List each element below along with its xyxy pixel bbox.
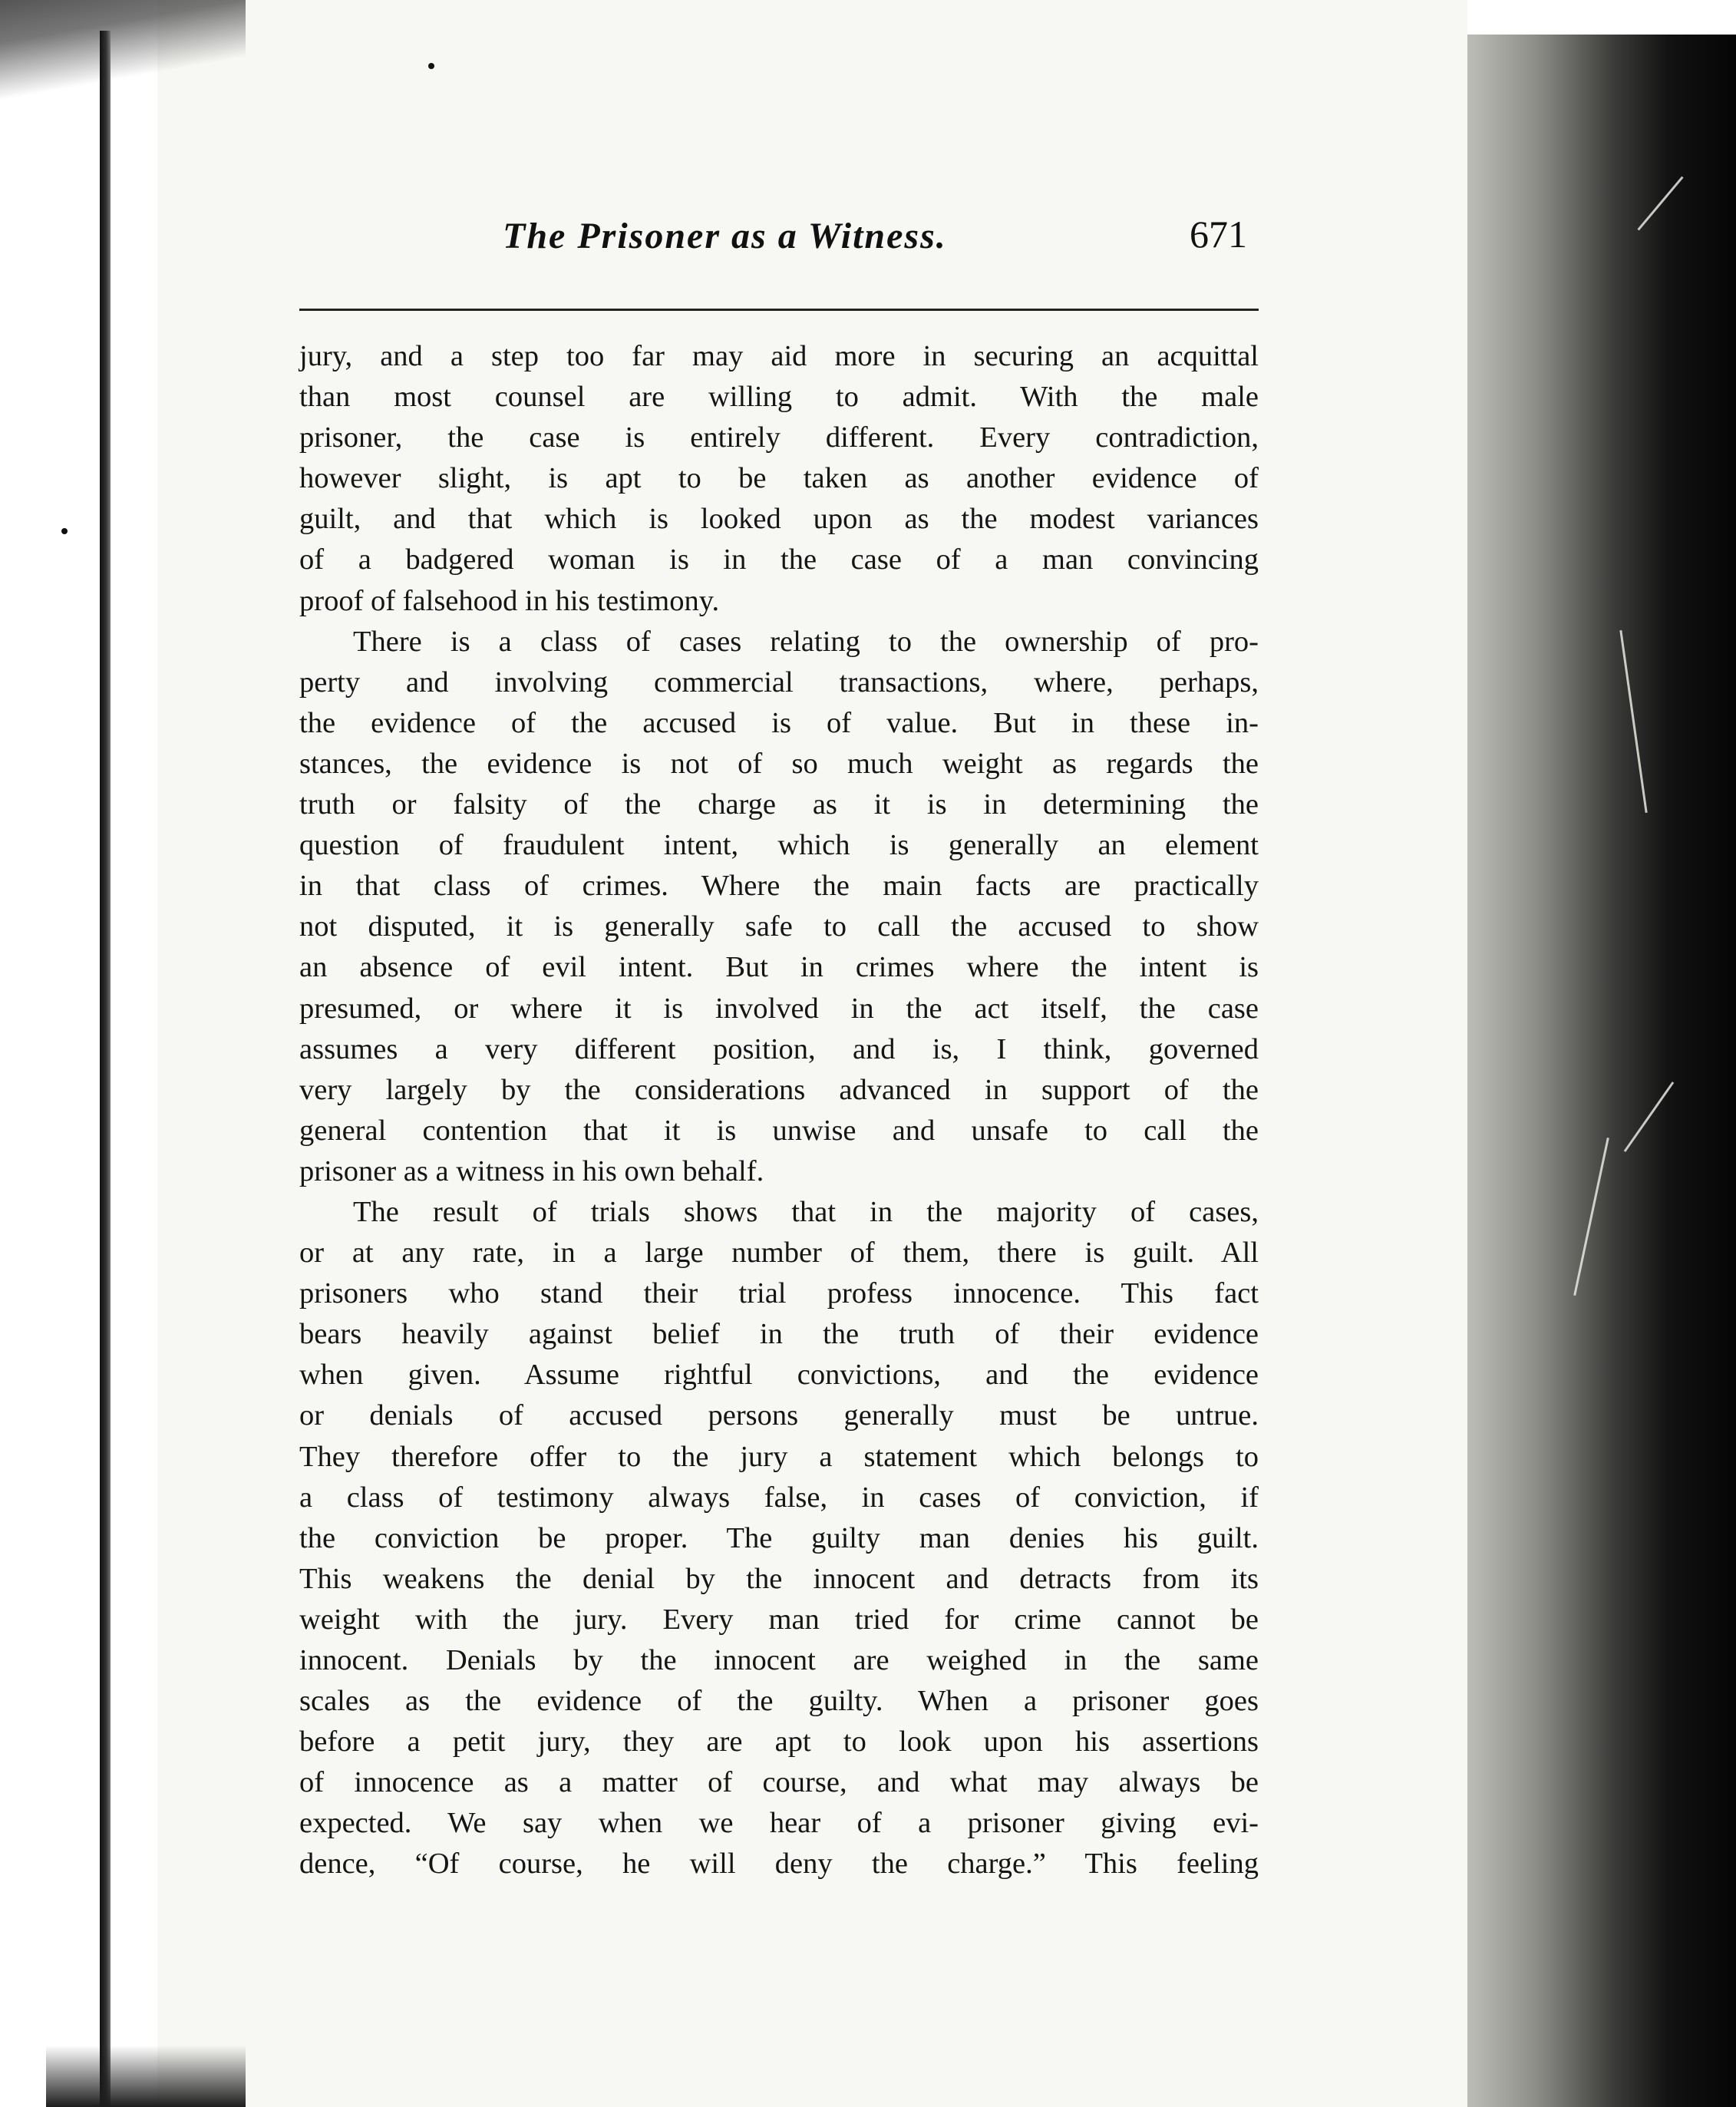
text-line: or denials of accused persons generally must be untrue. bbox=[299, 1399, 1259, 1432]
text-line: of a badgered woman is in the case of a man convincing bbox=[299, 543, 1259, 576]
text-line: when given. Assume rightful convictions, and the evidence bbox=[299, 1359, 1259, 1392]
text-line: prisoner as a witness in his own behalf. bbox=[299, 1154, 764, 1187]
text-line: weight with the jury. Every man tried for crime cannot be bbox=[299, 1603, 1259, 1636]
header-rule bbox=[299, 309, 1259, 311]
left-gutter bbox=[0, 0, 157, 2107]
edge-streak bbox=[1637, 177, 1683, 231]
text-line: scales as the evidence of the guilty. When a prisoner goes bbox=[299, 1685, 1259, 1718]
text-line: general contention that it is unwise and unsafe to call the bbox=[299, 1114, 1259, 1147]
edge-top-band bbox=[1467, 0, 1736, 35]
text-line: the conviction be proper. The guilty man denies his guilt. bbox=[299, 1521, 1259, 1554]
body-text bbox=[299, 336, 1259, 1885]
text-line: dence, “Of course, he will deny the charge.” This feeling bbox=[299, 1848, 1259, 1881]
page-number: 671 bbox=[1190, 213, 1247, 256]
text-line: perty and involving commercial transactions, where, perhaps, bbox=[299, 665, 1259, 698]
text-line: before a petit jury, they are apt to look upon his assertions bbox=[299, 1726, 1259, 1759]
scan-speck bbox=[428, 63, 434, 69]
text-line: in that class of crimes. Where the main facts are practically bbox=[299, 870, 1259, 903]
text-line: or at any rate, in a large number of them, there is guilt. All bbox=[299, 1237, 1259, 1270]
text-line: They therefore offer to the jury a statement which belongs to bbox=[299, 1440, 1259, 1473]
book-edge-right bbox=[1467, 0, 1736, 2107]
text-line: bears heavily against belief in the truth of their evidence bbox=[299, 1318, 1259, 1351]
text-line: prisoner, the case is entirely different. Every contradiction, bbox=[299, 421, 1259, 454]
text-line: The result of trials shows that in the majority of cases, bbox=[353, 1195, 1259, 1228]
text-line: assumes a very different position, and is, I think, governed bbox=[299, 1032, 1259, 1065]
text-line: guilt, and that which is looked upon as the modest variances bbox=[299, 503, 1259, 536]
text-line: a class of testimony always false, in cases of conviction, if bbox=[299, 1481, 1259, 1514]
text-line: of innocence as a matter of course, and what may always be bbox=[299, 1766, 1259, 1799]
text-line: This weakens the denial by the innocent and detracts from its bbox=[299, 1562, 1259, 1595]
text-line: truth or falsity of the charge as it is in determining the bbox=[299, 788, 1259, 821]
text-line: jury, and a step too far may aid more in securing an acquittal bbox=[299, 340, 1259, 372]
text-line: expected. We say when we hear of a prisoner giving evi- bbox=[299, 1807, 1259, 1840]
text-line: proof of falsehood in his testimony. bbox=[299, 584, 720, 617]
text-line: than most counsel are willing to admit. With the male bbox=[299, 381, 1259, 414]
text-line: the evidence of the accused is of value. But in these in- bbox=[299, 706, 1259, 739]
text-line: prisoners who stand their trial profess innocence. This fact bbox=[299, 1277, 1259, 1310]
page-header bbox=[503, 215, 1270, 276]
running-title: The Prisoner as a Witness. bbox=[503, 216, 947, 256]
text-line: question of fraudulent intent, which is generally an element bbox=[299, 829, 1259, 862]
scan-speck bbox=[61, 528, 68, 534]
text-line: an absence of evil intent. But in crimes where the intent is bbox=[299, 951, 1259, 984]
binding-shadow bbox=[100, 31, 111, 2107]
edge-streak bbox=[1619, 630, 1647, 813]
scan-shadow-top-left bbox=[0, 0, 246, 100]
edge-streak bbox=[1573, 1138, 1609, 1296]
edge-streak bbox=[1624, 1082, 1675, 1152]
text-line: stances, the evidence is not of so much weight as regards the bbox=[299, 747, 1259, 780]
text-line: innocent. Denials by the innocent are weighed in the same bbox=[299, 1644, 1259, 1676]
text-line: very largely by the considerations advanced in support of the bbox=[299, 1073, 1259, 1106]
text-line: presumed, or where it is involved in the act itself, the case bbox=[299, 992, 1259, 1025]
text-line: not disputed, it is generally safe to call the accused to show bbox=[299, 910, 1259, 943]
text-line: however slight, is apt to be taken as another evidence of bbox=[299, 462, 1259, 495]
text-line: There is a class of cases relating to the ownership of pro- bbox=[353, 625, 1259, 658]
scan-shadow-bottom-left bbox=[46, 2046, 246, 2107]
